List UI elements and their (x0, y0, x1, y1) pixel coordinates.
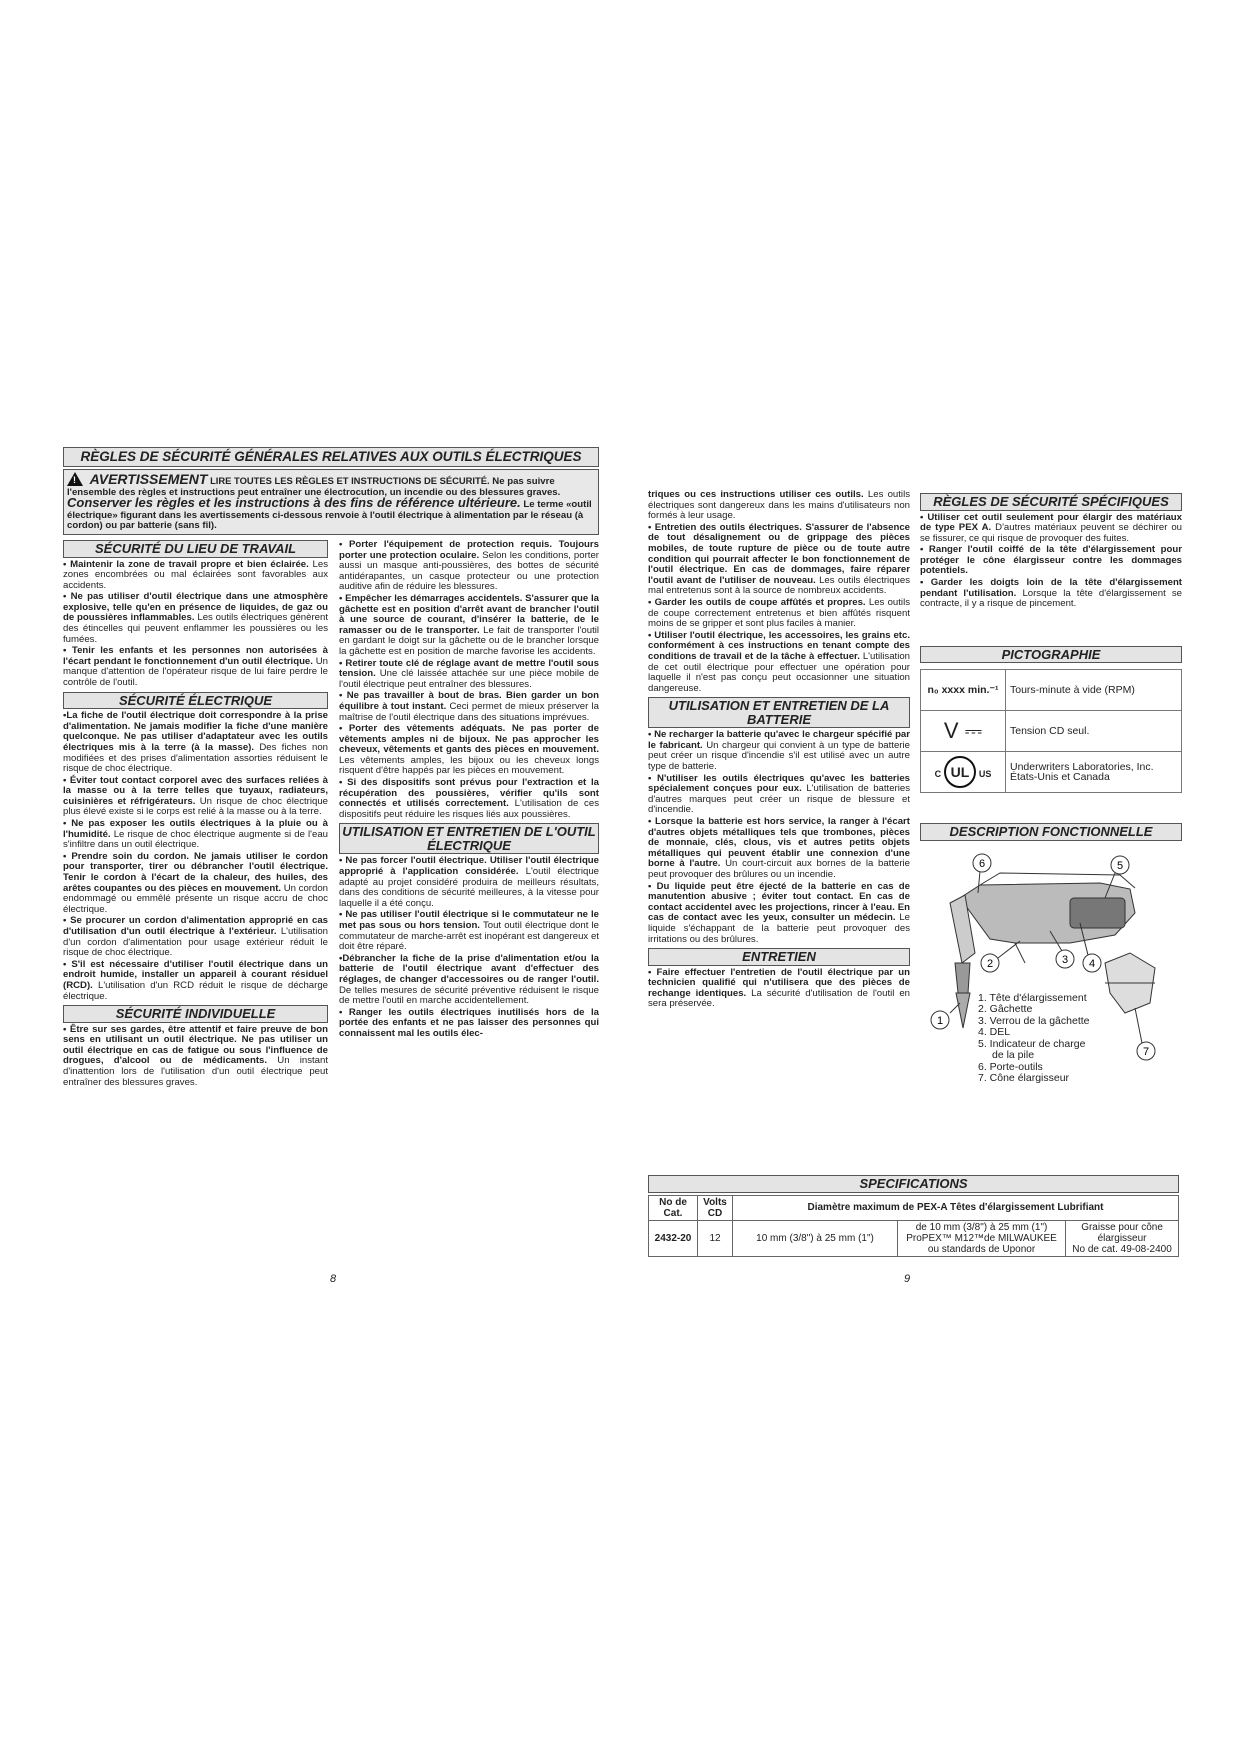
dc-voltage-text: Tension CD seul. (1006, 711, 1182, 752)
heading-general-rules: RÈGLES DE SÉCURITÉ GÉNÉRALES RELATIVES AUX OUTILS ÉLECTRIQUES (63, 447, 599, 467)
heading-battery: UTILISATION ET ENTRETIEN DE LA BATTERIE (648, 697, 910, 728)
page-number-right: 9 (904, 1273, 911, 1285)
callout-4: 4 (1088, 957, 1096, 970)
callout-3: 3 (1061, 953, 1069, 966)
ul-logo-icon: UL (944, 756, 976, 788)
rule-item: • Ne pas forcer l'outil électrique. Utiliser l'outil électrique approprié à l'application considérée. L'outil électrique adapté au projet considéré produira de meilleurs résultats, dans des conditions de sécurité meilleures, à la vitesse pour laquelle il a été conçu. (339, 855, 599, 909)
rule-item: • Garder les outils de coupe affûtés et propres. Les outils de coupe correctement entretenus et bien affûtés risquent moins de se gripper et sont plus faciles à manier. (648, 596, 910, 630)
rpm-symbol: n₀ xxxx min.⁻¹ (921, 670, 1006, 711)
rule-item: • Garder les doigts loin de la tête d'élargissement pendant l'utilisation. Lorsque la tête d'élargissement se contracte, il y a risque de pincement. (920, 577, 1182, 610)
pictography-table (920, 669, 1182, 793)
rule-item: • Ne recharger la batterie qu'avec le chargeur spécifié par le fabricant. Un chargeur qui convient à un type de batterie peut créer un risque d'incendie s'il est utilisé avec un autre type de batterie. (648, 729, 910, 773)
warning-text-2: Conserver les règles et les instructions à des fins de référence ultérieure. (67, 495, 521, 511)
callout-7: 7 (1142, 1045, 1150, 1058)
legend-item: 4. DEL (978, 1026, 1011, 1039)
ul-logo-cell (921, 752, 1006, 793)
callout-6: 6 (978, 857, 986, 870)
rule-item: • Se procurer un cordon d'alimentation approprié en cas d'utilisation d'un outil électrique à l'extérieur. L'utilisation d'un cordon d'alimentation pour usage extérieur réduit le risque de choc électrique. (63, 915, 328, 959)
heading-electrical: SÉCURITÉ ÉLECTRIQUE (63, 692, 328, 710)
ul-c-label: C (934, 769, 942, 780)
heading-personal: SÉCURITÉ INDIVIDUELLE (63, 1005, 328, 1023)
warning-text-1: Ne pas suivre l'ensemble des règles et instructions peut entraîner une électrocution, un incendie ou des blessures graves. (67, 476, 561, 498)
warning-subtitle: LIRE TOUTES LES RÈGLES ET INSTRUCTIONS DE SÉCURITÉ. (210, 475, 490, 486)
rule-item: • Si des dispositifs sont prévus pour l'extraction et la récupération des poussières, vérifier qu'ils sont connectés et utilisés correctement. L'utilisation de ces dispositifs peut réduire les risques liés aux poussières. (339, 777, 599, 820)
rule-item: • Utiliser cet outil seulement pour élargir des matériaux de type PEX A. D'autres matériaux peuvent se déchirer ou se fissurer, ce qui risque de provoquer des fuites. (920, 511, 1182, 544)
ul-text: Underwriters Laboratories, Inc. États-Unis et Canada (1006, 752, 1182, 793)
ul-us-label: US (978, 769, 992, 780)
spec-lubricant: Graisse pour cône élargisseur No de cat. 49-08-2400 (1066, 1220, 1179, 1256)
rule-item: triques ou ces instructions utiliser ces outils. Les outils électriques sont dangereux dans les mains d'utilisateurs non formés à leur usage. (648, 489, 910, 522)
rule-item: • Lorsque la batterie est hors service, la ranger à l'écart d'autres objets métalliques tels que trombones, pièces de monnaie, clés, clous, vis et autres petits objets métalliques qui peuvent établir une connexion d'une borne à l'autre. Un court-circuit aux bornes de la batterie peut provoquer des brûlures ou un incendie. (648, 816, 911, 880)
heading-tool-use: UTILISATION ET ENTRETIEN DE L'OUTIL ÉLECTRIQUE (339, 823, 599, 854)
spec-header-cat: No de Cat. (649, 1195, 698, 1220)
rule-item: • Ne pas utiliser l'outil électrique si le commutateur ne le met pas sous ou hors tension. Tout outil électrique dont le commutateur de marche-arrêt est inopérant est dangereux et doit être réparé. (339, 909, 599, 953)
table-row (649, 1220, 1179, 1256)
rule-item: • Empêcher les démarrages accidentels. S'assurer que la gâchette est en position d'arrêt avant de brancher l'outil à une source de courant, d'insérer la batterie, de le ramasser ou de le transporter. Le fait de transporter l'outil en gardant le doigt sur la gâchette ou de le brancher lorsque la gâchette est en position de marche favorise les accidents. (339, 592, 599, 657)
rule-item: • Faire effectuer l'entretien de l'outil électrique par un technicien qualifié qui n'utilisera que des pièces de rechange identiques. La sécurité d'utilisation de l'outil en sera préservée. (648, 966, 910, 1010)
heading-specifications: SPECIFICATIONS (648, 1175, 1179, 1193)
warning-icon (67, 472, 83, 486)
parts-legend (978, 993, 1090, 1085)
rule-item: • Éviter tout contact corporel avec des surfaces reliées à la masse ou à la terre telles que tuyaux, radiateurs, cuisinières et réfrigérateurs. Un risque de choc électrique plus élevé existe si le corps est relié à la masse ou à la terre. (63, 774, 329, 818)
rule-item: • Ne pas exposer les outils électriques à la pluie ou à l'humidité. Le risque de choc électrique augmente si de l'eau s'infiltre dans un outil électrique. (63, 818, 328, 851)
rule-item: • Être sur ses gardes, être attentif et faire preuve de bon sens en utilisant un outil électrique. Ne pas utiliser un outil électrique en cas de fatigue ou sous l'influence de drogues, d'alcool ou de médicaments. Un instant d'inattention lors de l'utilisation d'un outil électrique peut entraîner des blessures graves. (63, 1023, 328, 1088)
rule-item: •La fiche de l'outil électrique doit correspondre à la prise d'alimentation. Ne jamais modifier la fiche d'une manière quelconque. Ne pas utiliser d'adaptateur avec les outils électriques mis à la terre (à la masse). Des fiches non modifiées et des prises d'alimentation assorties réduisent le risque de choc électrique. (63, 710, 329, 775)
heading-workplace: SÉCURITÉ DU LIEU DE TRAVAIL (63, 540, 328, 558)
rule-item: • Porter l'équipement de protection requis. Toujours porter une protection oculaire. Selon les conditions, porter aussi un masque anti-poussières, des bottes de sécurité antidérapantes, un casque protecteur ou une protection auditive afin de réduire les blessures. (339, 539, 599, 593)
legend-item: 6. Porte-outils (978, 1060, 1043, 1073)
warning-title: AVERTISSEMENT (89, 471, 208, 487)
rule-item: • Ne pas travailler à bout de bras. Bien garder un bon équilibre à tout instant. Ceci permet de mieux préserver la maîtrise de l'outil électrique dans des situations imprévues. (339, 690, 599, 723)
spec-header-volts: Volts CD (698, 1195, 733, 1220)
heading-functional-description: DESCRIPTION FONCTIONNELLE (920, 823, 1182, 841)
rule-item: • Maintenir la zone de travail propre et bien éclairée. Les zones encombrées ou mal éclairées sont favorables aux accidents. (63, 558, 328, 591)
spec-cat: 2432-20 (649, 1220, 698, 1256)
table-row (921, 752, 1182, 793)
warning-text-3: Le terme «outil électrique» figurant dans les avertissements ci-dessous renvoie à l'outil électrique à alimentation par le réseau (à cordon) ou par batterie (sans fil). (67, 499, 592, 532)
page-number-left: 8 (330, 1273, 337, 1285)
specifications-section (648, 1172, 1179, 1257)
table-row (649, 1195, 1179, 1220)
spec-diameter: 10 mm (3/8") à 25 mm (1") (733, 1220, 898, 1256)
rule-item: • Ranger l'outil coiffé de la tête d'élargissement pour protéger le cône élargisseur contre les dommages potentiels. (920, 544, 1182, 577)
spec-volts: 12 (698, 1220, 733, 1256)
rule-item: • Utiliser l'outil électrique, les accessoires, les grains etc. conformément à ces instructions en tenant compte des conditions de travail et de la tâche à effectuer. L'utilisation de cet outil électrique pour effectuer une opération pour laquelle il n'est pas conçu peut occasionner une situation dangereuse. (648, 629, 910, 694)
rule-item: • Entretien des outils électriques. S'assurer de l'absence de tout désalignement ou de grippage des pièces mobiles, de toute rupture de pièce ou de toute autre condition qui pourrait affecter le bon fonctionnement de l'outil électrique. En cas de dommages, faire réparer l'outil avant de l'utiliser de nouveau. Les outils électriques mal entretenus sont à la source de nombreux accidents. (648, 521, 910, 597)
callout-5: 5 (1116, 859, 1124, 872)
callout-2: 2 (986, 957, 994, 970)
rule-item: • Porter des vêtements adéquats. Ne pas porter de vêtements amples ni de bijoux. Ne pas approcher les cheveux, vêtements et gants des pièces en mouvement. Les vêtements amples, les bijoux ou les cheveux longs risquent d'être happés par les pièces en mouvement. (339, 723, 599, 777)
rule-item: • Ranger les outils électriques inutilisés hors de la portée des enfants et ne pas laisser des personnes qui connaissent mal les outils élec- (339, 1006, 599, 1039)
rule-item: • Retirer toute clé de réglage avant de mettre l'outil sous tension. Une clé laissée attachée sur une pièce mobile de l'outil électrique peut entraîner des blessures. (339, 657, 600, 690)
legend-item: de la pile (992, 1049, 1035, 1062)
spec-heads: de 10 mm (3/8") à 25 mm (1") ProPEX™ M12™de MILWAUKEE ou standards de Uponor (898, 1220, 1066, 1256)
rule-item: • Du liquide peut être éjecté de la batterie en cas de manutention abusive ; éviter tout contact. En cas de contact accidentel avec les projections, rincer à l'eau. En cas de contact avec les yeux, consulter un médecin. Le liquide s'échappant de la batterie peut provoquer des irritations ou des brûlures. (648, 880, 910, 945)
specifications-table (648, 1195, 1179, 1257)
rule-item: •Débrancher la fiche de la prise d'alimentation et/ou la batterie de l'outil électrique avant d'effectuer des réglages, de changer d'accessoires ou de ranger l'outil. De telles mesures de sécurité préventive réduisent le risque de mettre l'outil en marche accidentellement. (339, 952, 599, 1007)
rule-item: • Ne pas utiliser d'outil électrique dans une atmosphère explosive, telle qu'en en présence de liquides, de gaz ou de poussières inflammables. Les outils électriques génèrent des étincelles qui peuvent enflammer les poussières ou les fumées. (63, 591, 328, 645)
rule-item: • N'utiliser les outils électriques qu'avec les batteries spécialement conçues pour eux. L'utilisation de batteries d'autres marques peut créer un risque de blessure et d'incendie. (648, 772, 910, 816)
rule-item: • Prendre soin du cordon. Ne jamais utiliser le cordon pour transporter, tirer ou débrancher l'outil électrique. Tenir le cordon à l'écart de la chaleur, des huiles, des arêtes coupantes ou des pièces en mouvement. Un cordon endommagé ou emmêlé présente un risque accru de choc électrique. (63, 850, 329, 915)
spec-header-diameter: Diamètre maximum de PEX-A Têtes d'élargissement Lubrifiant (733, 1195, 1179, 1220)
legend-item: 1. Tête d'élargissement (978, 991, 1087, 1004)
legend-item: 7. Cône élargisseur (978, 1072, 1070, 1085)
table-row (921, 711, 1182, 752)
callout-1: 1 (936, 1014, 944, 1027)
rule-item: • Tenir les enfants et les personnes non autorisées à l'écart pendant le fonctionnement d'un outil électrique. Un manque d'attention de l'opérateur risque de lui faire perdre le contrôle de l'outil. (63, 645, 328, 689)
table-row (921, 670, 1182, 711)
legend-item: 5. Indicateur de charge (978, 1037, 1086, 1050)
dc-voltage-symbol: V ⎓ (921, 711, 1006, 752)
legend-item: 2. Gâchette (978, 1003, 1033, 1016)
legend-item: 3. Verrou de la gâchette (978, 1014, 1090, 1027)
tool-diagram (920, 843, 1182, 1093)
rpm-text: Tours-minute à vide (RPM) (1006, 670, 1182, 711)
heading-specific-rules: RÈGLES DE SÉCURITÉ SPÉCIFIQUES (920, 493, 1182, 511)
rule-item: • S'il est nécessaire d'utiliser l'outil électrique dans un endroit humide, installer un appareil à courant résiduel (RCD). L'utilisation d'un RCD réduit le risque de décharge électrique. (63, 958, 328, 1002)
heading-maintenance: ENTRETIEN (648, 948, 910, 966)
heading-pictography: PICTOGRAPHIE (920, 646, 1182, 664)
warning-box (63, 469, 599, 535)
